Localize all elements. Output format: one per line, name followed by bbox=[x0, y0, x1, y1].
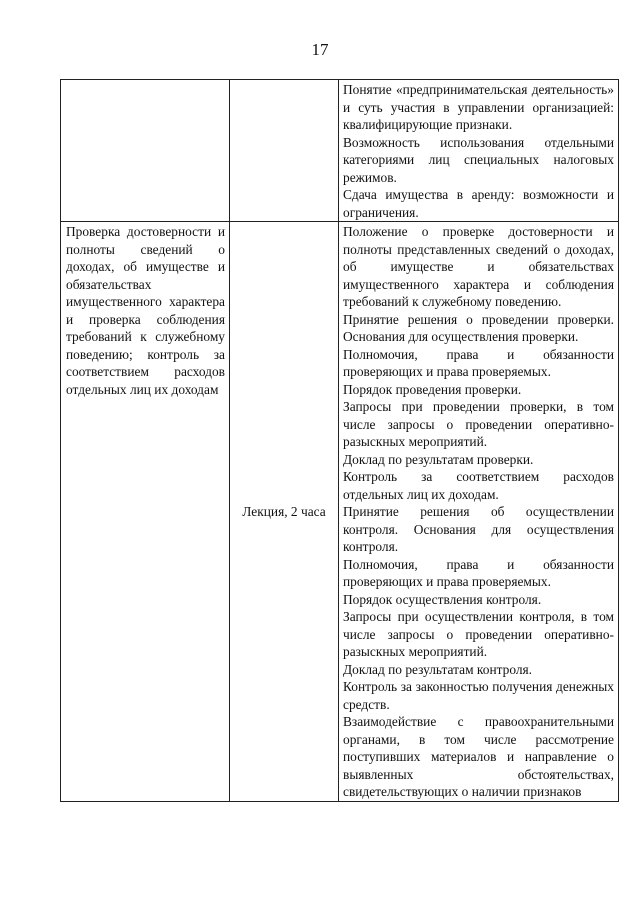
table-row bbox=[61, 80, 619, 222]
content-paragraph: Контроль за соответствием расходов отдельных лиц их доходам. bbox=[343, 469, 614, 502]
format-cell bbox=[230, 222, 339, 802]
curriculum-table bbox=[60, 79, 619, 802]
content-paragraph: Взаимодействие с правоохранительными органами, в том числе рассмотрение поступивших материалов и направление о выявленных обстоятельствах, свидетельствующих о наличии признаков bbox=[343, 714, 614, 799]
content-paragraph: Запросы при проведении проверки, в том числе запросы о проведении оперативно-разыскных мероприятий. bbox=[343, 399, 614, 449]
format-cell bbox=[230, 80, 339, 222]
content-paragraph: Доклад по результатам контроля. bbox=[343, 661, 533, 677]
content-cell bbox=[339, 222, 619, 802]
content-paragraph: Понятие «предпринимательская деятельность» и суть участия в управлении организацией: квалифицирующие признаки. bbox=[343, 82, 614, 132]
content-paragraph: Запросы при осуществлении контроля, в том числе запросы о проведении оперативно-разыскных мероприятий. bbox=[343, 609, 614, 659]
format-text: Лекция, 2 часа bbox=[242, 503, 326, 519]
topic-text: Проверка достоверности и полноты сведений о доходах, об имуществе и обязательствах имущественного характера и проверка соблюдения требований к служебному поведению; контроль за соответствием расходов отдельных лиц их доходам bbox=[66, 224, 225, 397]
content-paragraph: Полномочия, права и обязанности проверяющих и права проверяемых. bbox=[343, 556, 614, 589]
table-row bbox=[61, 222, 619, 802]
content-paragraph: Порядок проведения проверки. bbox=[343, 381, 522, 397]
content-paragraph: Порядок осуществления контроля. bbox=[343, 591, 542, 607]
content-paragraph: Возможность использования отдельными категориями лиц специальных налоговых режимов. bbox=[343, 134, 614, 185]
content-cell bbox=[339, 80, 619, 222]
content-paragraph: Полномочия, права и обязанности проверяющих и права проверяемых. bbox=[343, 346, 614, 379]
content-paragraph: Принятие решения о проведении проверки. Основания для осуществления проверки. bbox=[343, 311, 614, 344]
content-paragraph: Принятие решения об осуществлении контроля. Основания для осуществления контроля. bbox=[343, 504, 614, 554]
content-paragraph: Доклад по результатам проверки. bbox=[343, 451, 534, 467]
topic-cell bbox=[61, 80, 230, 222]
content-paragraph: Сдача имущества в аренду: возможности и ограничения. bbox=[343, 187, 614, 220]
page-number: 17 bbox=[311, 40, 329, 59]
content-paragraph: Положение о проверке достоверности и полноты представленных сведений о доходах, об имуществе и обязательствах имущественного характера и соблюдения требований к служебному поведению. bbox=[343, 224, 614, 309]
topic-cell bbox=[61, 222, 230, 802]
content-paragraph: Контроль за законностью получения денежных средств. bbox=[343, 679, 614, 712]
